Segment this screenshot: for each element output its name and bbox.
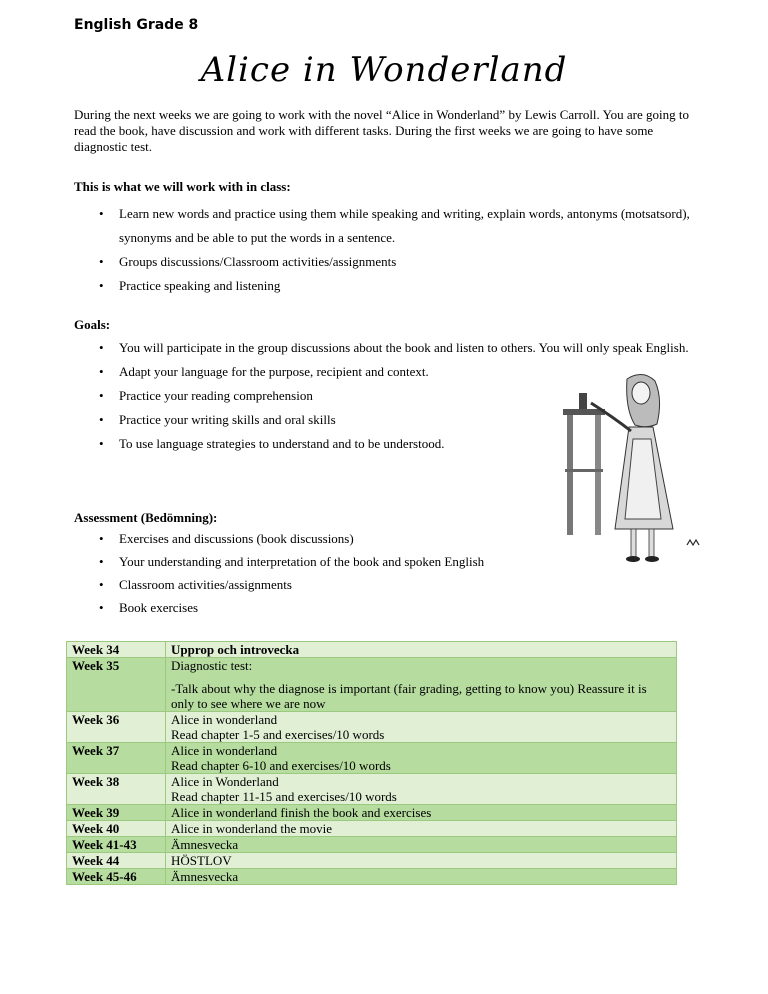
list-item: • Learn new words and practice using them while speaking and writing, explain words, antonyms (motsatsord), synonyms and be able to put the words in a sentence. bbox=[74, 202, 702, 250]
week-cell: Week 35 bbox=[67, 658, 166, 712]
activity-cell: Diagnostic test: -Talk about why the diagnose is important (fair grading, getting to know you) Reassure it is only to see where we are now bbox=[166, 658, 677, 712]
assessment-list bbox=[74, 527, 544, 619]
activity-cell: Alice in wonderland the movie bbox=[166, 821, 677, 837]
table-row bbox=[67, 658, 677, 712]
week-cell: Week 41-43 bbox=[67, 837, 166, 853]
table-row bbox=[67, 805, 677, 821]
list-item: • Book exercises bbox=[74, 596, 544, 619]
assessment-section-title: Assessment (Bedömning): bbox=[74, 510, 218, 525]
table-row bbox=[67, 853, 677, 869]
list-item: • Classroom activities/assignments bbox=[74, 573, 544, 596]
class-items-list bbox=[74, 202, 702, 298]
list-item: • To use language strategies to understand and to be understood. bbox=[74, 432, 702, 456]
schedule-table bbox=[66, 641, 677, 885]
table-row bbox=[67, 837, 677, 853]
page-title: Alice in Wonderland bbox=[200, 50, 568, 90]
list-item: • Adapt your language for the purpose, recipient and context. bbox=[74, 360, 702, 384]
activity-cell: Upprop och introvecka bbox=[166, 642, 677, 658]
alice-drink-me-illustration bbox=[555, 369, 705, 569]
list-item: • Practice your writing skills and oral skills bbox=[74, 408, 702, 432]
list-item: • Exercises and discussions (book discussions) bbox=[74, 527, 544, 550]
table-row bbox=[67, 869, 677, 885]
table-row bbox=[67, 774, 677, 805]
table-row bbox=[67, 712, 677, 743]
week-cell: Week 36 bbox=[67, 712, 166, 743]
list-item: • Practice speaking and listening bbox=[74, 274, 702, 298]
activity-cell: Alice in wonderland Read chapter 6-10 and exercises/10 words bbox=[166, 743, 677, 774]
activity-cell: Alice in Wonderland Read chapter 11-15 and exercises/10 words bbox=[166, 774, 677, 805]
week-cell: Week 37 bbox=[67, 743, 166, 774]
activity-cell: Alice in wonderland finish the book and exercises bbox=[166, 805, 677, 821]
list-item: • You will participate in the group discussions about the book and listen to others. You will only speak English. bbox=[74, 336, 702, 360]
intro-paragraph: During the next weeks we are going to work with the novel “Alice in Wonderland” by Lewis Carroll. You are going to read the book, have discussion and work with different tasks. During the first weeks we are going to have some diagnostic test. bbox=[74, 107, 689, 154]
table-row bbox=[67, 642, 677, 658]
week-cell: Week 38 bbox=[67, 774, 166, 805]
list-item: • Practice your reading comprehension bbox=[74, 384, 702, 408]
week-cell: Week 40 bbox=[67, 821, 166, 837]
week-cell: Week 39 bbox=[67, 805, 166, 821]
week-cell: Week 34 bbox=[67, 642, 166, 658]
week-cell: Week 44 bbox=[67, 853, 166, 869]
activity-cell: Ämnesvecka bbox=[166, 869, 677, 885]
activity-cell: Ämnesvecka bbox=[166, 837, 677, 853]
list-item: • Groups discussions/Classroom activities/assignments bbox=[74, 250, 702, 274]
list-item: • Your understanding and interpretation of the book and spoken English bbox=[74, 550, 544, 573]
table-row bbox=[67, 821, 677, 837]
page-header: English Grade 8 bbox=[74, 17, 199, 33]
activity-cell: Alice in wonderland Read chapter 1-5 and exercises/10 words bbox=[166, 712, 677, 743]
table-row bbox=[67, 743, 677, 774]
class-section-title: This is what we will work with in class: bbox=[74, 179, 291, 194]
activity-cell: HÖSTLOV bbox=[166, 853, 677, 869]
week-cell: Week 45-46 bbox=[67, 869, 166, 885]
goals-section-title: Goals: bbox=[74, 317, 111, 332]
